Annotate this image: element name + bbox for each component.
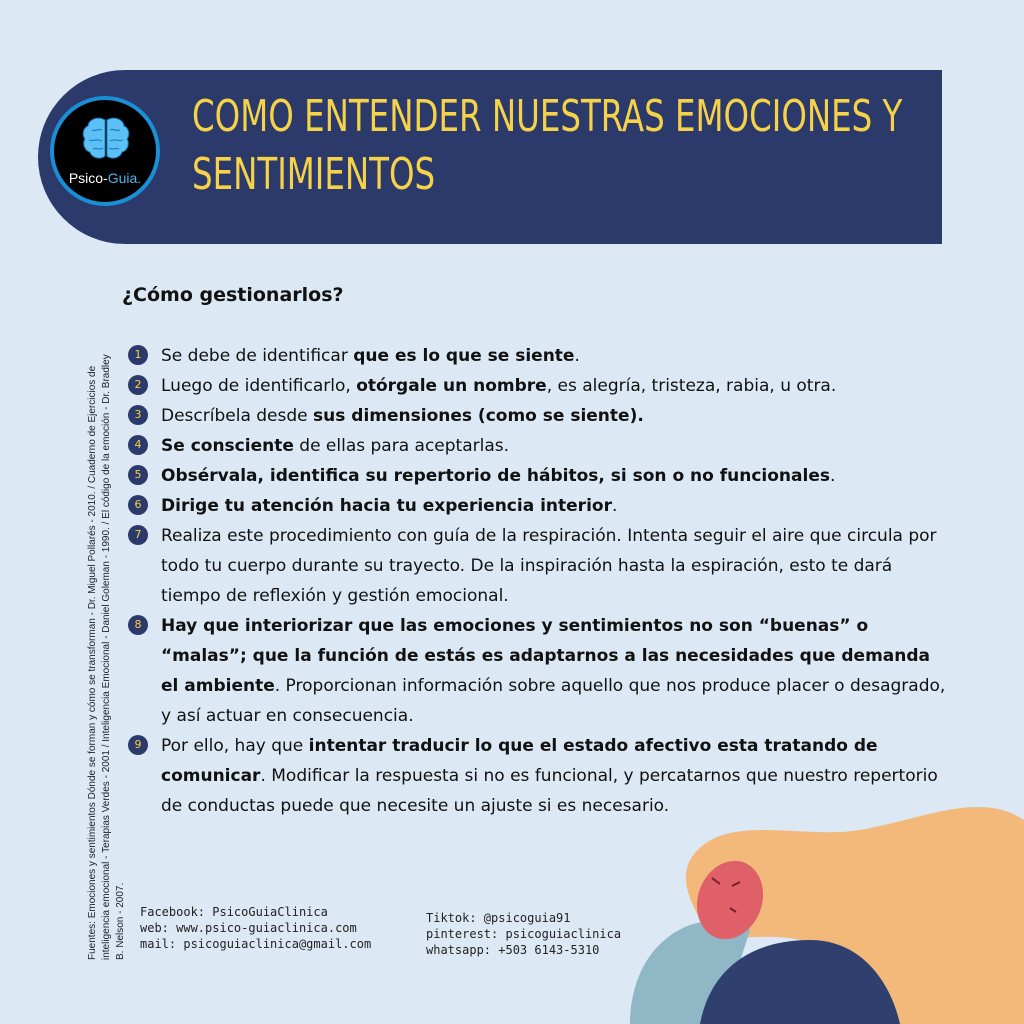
logo-text-accent: Guia.	[107, 170, 142, 186]
step-text: Luego de identificarlo,	[161, 376, 357, 396]
sources-text	[86, 340, 128, 960]
step-number-badge: 6	[128, 495, 148, 515]
step-number-badge: 8	[128, 615, 148, 635]
step-text-bold: otórgale un nombre	[356, 376, 547, 396]
step-item	[128, 611, 948, 731]
step-text-bold: sus dimensiones (como se siente).	[313, 406, 644, 426]
step-number-badge: 9	[128, 735, 148, 755]
title-line-1: COMO ENTENDER NUESTRAS EMOCIONES Y	[192, 91, 903, 142]
step-text: . Proporcionan información sobre aquello que nos produce placer o desagrado, y así actuar en consecuencia.	[161, 676, 946, 726]
step-number-badge: 2	[128, 375, 148, 395]
step-item	[128, 371, 948, 401]
step-text-bold: intentar traducir lo que el estado afectivo esta tratando de comunicar	[161, 736, 878, 786]
step-number-badge: 4	[128, 435, 148, 455]
website: web: www.psico-guiaclinica.com	[140, 921, 357, 935]
sources-line-2: inteligencia emocional - Terapias Verdes - 2001 / Inteligencia Emocional - Daniel Goleman - 1990. / El código de la emoción - Dr. Bradley	[101, 354, 112, 960]
step-text: .	[830, 466, 836, 486]
page-title	[192, 88, 930, 204]
logo-text-prefix: Psico-	[68, 170, 108, 186]
step-text-bold: Se consciente	[161, 436, 294, 456]
logo-text	[54, 170, 156, 186]
contact-left	[140, 904, 371, 952]
psico-guia-logo	[50, 96, 160, 206]
step-item	[128, 401, 948, 431]
contact-right	[426, 910, 621, 958]
step-item	[128, 491, 948, 521]
step-text: .	[574, 346, 580, 366]
pinterest-handle: pinterest: psicoguiaclinica	[426, 927, 622, 941]
step-text: . Modificar la respuesta si no es funcional, y percatarnos que nuestro repertorio de conductas puede que necesite un ajuste si es necesario.	[161, 766, 938, 816]
step-number-badge: 3	[128, 405, 148, 425]
step-text: Realiza este procedimiento con guía de la respiración. Intenta seguir el aire que circula por todo tu cuerpo durante su trayecto. De la inspiración hasta la espiración, esto te dará tiempo de reflexión y gestión emocional.	[161, 526, 937, 606]
brain-icon	[80, 114, 132, 166]
step-text: , es alegría, tristeza, rabia, u otra.	[546, 376, 837, 396]
step-text-bold: Dirige tu atención hacia tu experiencia interior	[161, 496, 612, 516]
step-number-badge: 7	[128, 525, 148, 545]
step-item	[128, 341, 948, 371]
whatsapp-number: whatsapp: +503 6143-5310	[426, 943, 600, 957]
facebook-handle: Facebook: PsicoGuiaClinica	[140, 905, 328, 919]
step-text-bold: Obsérvala, identifica su repertorio de hábitos, si son o no funcionales	[161, 466, 830, 486]
section-subtitle: ¿Cómo gestionarlos?	[122, 284, 344, 306]
title-line-2: SENTIMIENTOS	[192, 149, 436, 200]
step-text: Se debe de identificar	[161, 346, 354, 366]
tiktok-handle: Tiktok: @psicoguia91	[426, 911, 571, 925]
steps-list	[128, 341, 948, 821]
step-text-bold: Hay que interiorizar que las emociones y sentimientos no son “buenas” o “malas”; que la función de estás es adaptarnos a las necesidades que demanda el ambiente	[161, 616, 930, 696]
step-number-badge: 5	[128, 465, 148, 485]
step-item	[128, 521, 948, 611]
step-item	[128, 461, 948, 491]
step-text: Descríbela desde	[161, 406, 314, 426]
step-number-badge: 1	[128, 345, 148, 365]
sources-line-1: Fuentes: Emociones y sentimientos Dónde se forman y cómo se transforman - Dr. Miguel Pollarés - 2010. / Cuaderno de Ejercicios de	[87, 365, 98, 960]
sources-line-3: B. Nelson - 2007.	[115, 882, 126, 960]
step-text: Por ello, hay que	[161, 736, 309, 756]
step-item	[128, 431, 948, 461]
step-text-bold: que es lo que se siente	[353, 346, 575, 366]
email: mail: psicoguiaclinica@gmail.com	[140, 937, 372, 951]
woman-illustration	[600, 800, 1024, 1024]
step-text: de ellas para aceptarlas.	[293, 436, 510, 456]
step-text: .	[611, 496, 618, 516]
